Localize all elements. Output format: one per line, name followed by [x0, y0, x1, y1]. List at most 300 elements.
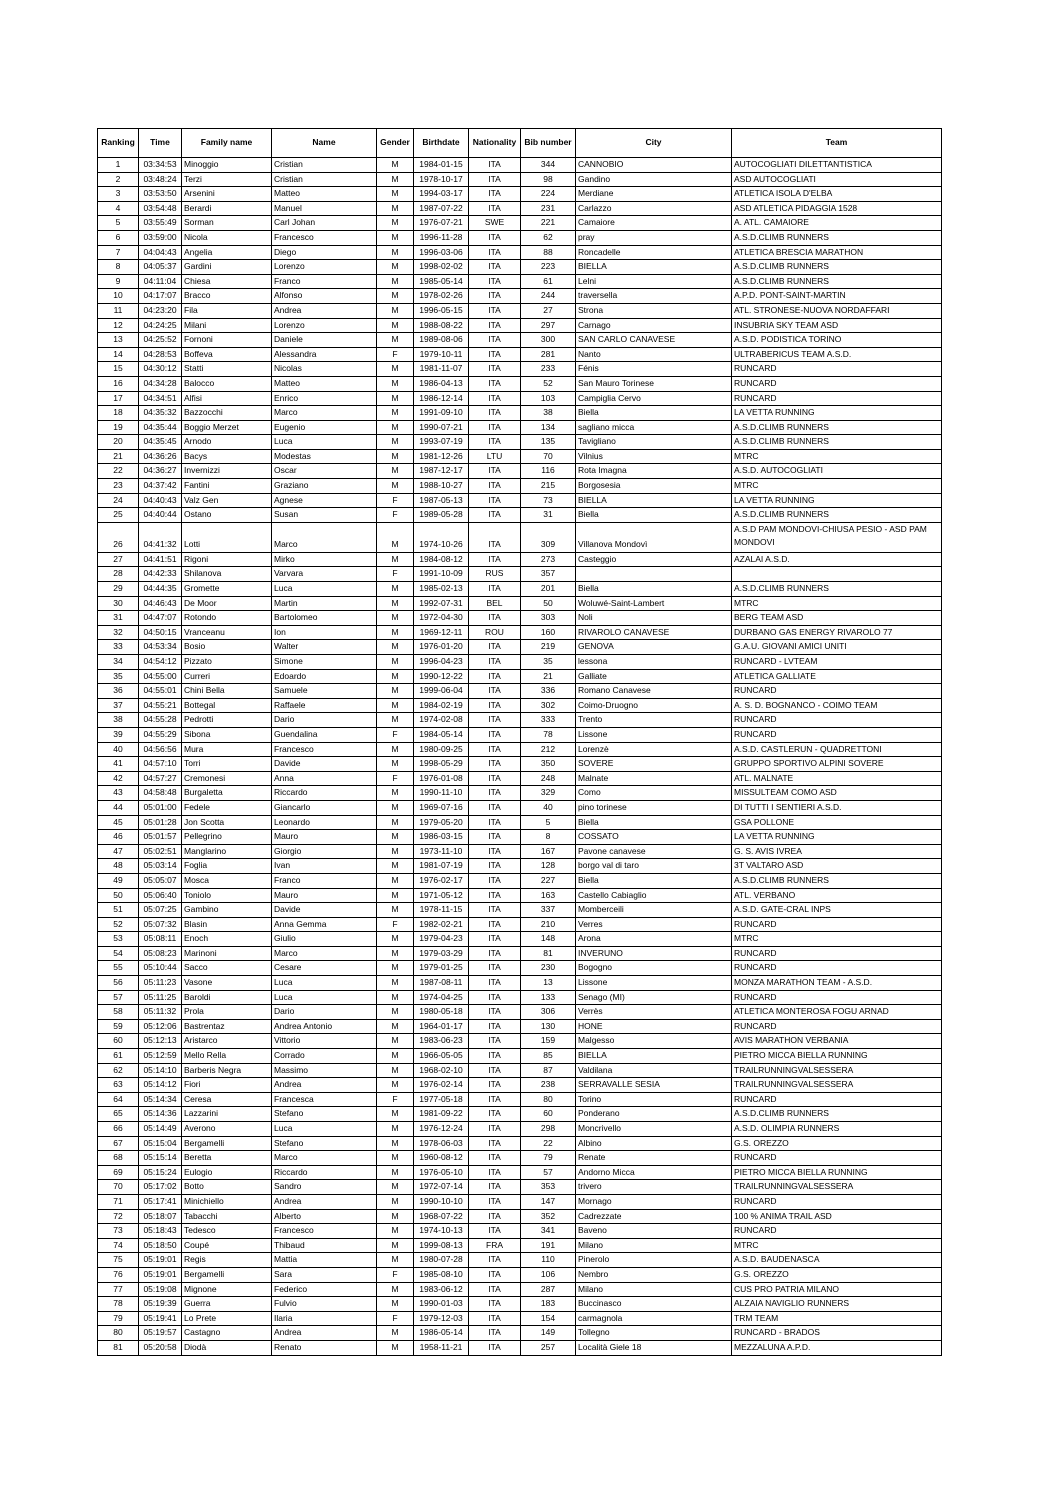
cell-family-name: Fedele — [182, 800, 272, 815]
cell-city: Pavone canavese — [576, 844, 732, 859]
cell-city: COSSATO — [576, 830, 732, 845]
cell-birthdate: 1990-01-03 — [414, 1297, 469, 1312]
cell-ranking: 30 — [98, 596, 139, 611]
cell-gender: M — [377, 655, 414, 670]
cell-name: Andrea — [272, 1326, 377, 1341]
cell-team: ASD ATLETICA PIDAGGIA 1528 — [732, 201, 942, 216]
cell-ranking: 27 — [98, 552, 139, 567]
cell-name: Leonardo — [272, 815, 377, 830]
cell-ranking: 48 — [98, 859, 139, 874]
cell-ranking: 75 — [98, 1253, 139, 1268]
cell-birthdate: 1985-05-14 — [414, 274, 469, 289]
cell-bib-number: 297 — [521, 318, 576, 333]
cell-ranking: 47 — [98, 844, 139, 859]
cell-bib-number: 230 — [521, 961, 576, 976]
cell-nationality: ITA — [469, 391, 521, 406]
cell-ranking: 67 — [98, 1136, 139, 1151]
cell-nationality: ITA — [469, 669, 521, 684]
cell-gender: M — [377, 274, 414, 289]
cell-city: SAN CARLO CANAVESE — [576, 333, 732, 348]
cell-ranking: 36 — [98, 684, 139, 699]
cell-team: RUNCARD — [732, 1151, 942, 1166]
table-row — [98, 1034, 942, 1049]
table-row — [98, 1194, 942, 1209]
table-row — [98, 1049, 942, 1064]
cell-team: A.S.D.CLIMB RUNNERS — [732, 1107, 942, 1122]
table-row — [98, 508, 942, 523]
cell-gender: M — [377, 903, 414, 918]
cell-ranking: 70 — [98, 1180, 139, 1195]
cell-bib-number: 244 — [521, 289, 576, 304]
cell-city: Biella — [576, 873, 732, 888]
cell-name: Marco — [272, 1151, 377, 1166]
cell-birthdate: 1979-12-03 — [414, 1311, 469, 1326]
cell-gender: M — [377, 1209, 414, 1224]
cell-family-name: Shilanova — [182, 567, 272, 582]
cell-gender: M — [377, 435, 414, 450]
cell-birthdate: 1979-03-29 — [414, 946, 469, 961]
cell-gender: M — [377, 1034, 414, 1049]
cell-nationality: ITA — [469, 888, 521, 903]
cell-ranking: 45 — [98, 815, 139, 830]
cell-family-name: Manglarino — [182, 844, 272, 859]
cell-team: RUNCARD — [732, 990, 942, 1005]
cell-bib-number: 110 — [521, 1253, 576, 1268]
table-row — [98, 406, 942, 421]
cell-team: DI TUTTI I SENTIERI A.S.D. — [732, 800, 942, 815]
cell-birthdate: 1987-08-11 — [414, 976, 469, 991]
cell-time: 04:37:42 — [139, 479, 182, 494]
cell-family-name: Vranceanu — [182, 625, 272, 640]
cell-time: 05:01:00 — [139, 800, 182, 815]
cell-gender: M — [377, 1326, 414, 1341]
cell-nationality: ITA — [469, 245, 521, 260]
cell-time: 05:19:08 — [139, 1282, 182, 1297]
cell-time: 05:01:57 — [139, 830, 182, 845]
cell-birthdate: 1991-10-09 — [414, 567, 469, 582]
cell-city: Carnago — [576, 318, 732, 333]
cell-time: 05:19:41 — [139, 1311, 182, 1326]
table-row — [98, 230, 942, 245]
cell-bib-number: 191 — [521, 1238, 576, 1253]
cell-team: A.P.D. PONT-SAINT-MARTIN — [732, 289, 942, 304]
cell-city: Lissone — [576, 727, 732, 742]
cell-city: Borgosesia — [576, 479, 732, 494]
cell-city: Lissone — [576, 976, 732, 991]
cell-time: 03:34:53 — [139, 158, 182, 173]
cell-team: RUNCARD — [732, 917, 942, 932]
cell-gender: M — [377, 333, 414, 348]
cell-team — [732, 567, 942, 582]
cell-nationality: ITA — [469, 260, 521, 275]
cell-time: 04:30:12 — [139, 362, 182, 377]
cell-nationality: ITA — [469, 420, 521, 435]
cell-ranking: 10 — [98, 289, 139, 304]
cell-city: Tavigliano — [576, 435, 732, 450]
cell-team: RUNCARD — [732, 1224, 942, 1239]
cell-family-name: Valz Gen — [182, 493, 272, 508]
cell-family-name: Castagno — [182, 1326, 272, 1341]
cell-name: Cristian — [272, 158, 377, 173]
cell-ranking: 73 — [98, 1224, 139, 1239]
cell-time: 05:11:32 — [139, 1005, 182, 1020]
cell-nationality: SWE — [469, 216, 521, 231]
table-row — [98, 464, 942, 479]
cell-gender: M — [377, 187, 414, 202]
cell-nationality: ITA — [469, 1092, 521, 1107]
cell-name: Davide — [272, 757, 377, 772]
table-row — [98, 611, 942, 626]
cell-birthdate: 1990-10-10 — [414, 1194, 469, 1209]
cell-time: 05:12:59 — [139, 1049, 182, 1064]
cell-bib-number: 273 — [521, 552, 576, 567]
cell-time: 04:28:53 — [139, 347, 182, 362]
cell-family-name: Fornoni — [182, 333, 272, 348]
table-row — [98, 1209, 942, 1224]
cell-name: Alfonso — [272, 289, 377, 304]
cell-family-name: Ostano — [182, 508, 272, 523]
cell-time: 04:24:25 — [139, 318, 182, 333]
cell-team: RUNCARD - LVTEAM — [732, 655, 942, 670]
cell-name: Davide — [272, 903, 377, 918]
cell-nationality: ITA — [469, 961, 521, 976]
cell-family-name: Bacys — [182, 449, 272, 464]
cell-ranking: 56 — [98, 976, 139, 991]
cell-birthdate: 1979-01-25 — [414, 961, 469, 976]
cell-gender: M — [377, 1151, 414, 1166]
cell-name: Alessandra — [272, 347, 377, 362]
cell-team: RUNCARD — [732, 376, 942, 391]
cell-family-name: Mello Rella — [182, 1049, 272, 1064]
cell-birthdate: 1978-11-15 — [414, 903, 469, 918]
cell-name: Alberto — [272, 1209, 377, 1224]
cell-team: MTRC — [732, 932, 942, 947]
cell-bib-number: 303 — [521, 611, 576, 626]
cell-bib-number: 221 — [521, 216, 576, 231]
cell-nationality: ITA — [469, 1049, 521, 1064]
header-gender: Gender — [377, 129, 414, 158]
cell-nationality: ITA — [469, 757, 521, 772]
cell-name: Bartolomeo — [272, 611, 377, 626]
cell-team: MTRC — [732, 479, 942, 494]
cell-time: 04:42:33 — [139, 567, 182, 582]
cell-gender: M — [377, 640, 414, 655]
cell-time: 04:17:07 — [139, 289, 182, 304]
cell-city: Villanova Mondovì — [576, 522, 732, 552]
cell-birthdate: 1981-11-07 — [414, 362, 469, 377]
table-row — [98, 391, 942, 406]
cell-bib-number: 333 — [521, 713, 576, 728]
header-row — [98, 129, 942, 158]
cell-nationality: ITA — [469, 201, 521, 216]
cell-time: 04:55:28 — [139, 713, 182, 728]
table-row — [98, 1165, 942, 1180]
cell-nationality: ITA — [469, 522, 521, 552]
cell-ranking: 28 — [98, 567, 139, 582]
cell-name: Daniele — [272, 333, 377, 348]
cell-name: Cesare — [272, 961, 377, 976]
cell-name: Marco — [272, 406, 377, 421]
cell-team: G.S. OREZZO — [732, 1136, 942, 1151]
cell-gender: M — [377, 172, 414, 187]
cell-bib-number: 98 — [521, 172, 576, 187]
cell-ranking: 31 — [98, 611, 139, 626]
cell-ranking: 68 — [98, 1151, 139, 1166]
cell-name: Ivan — [272, 859, 377, 874]
cell-family-name: Statti — [182, 362, 272, 377]
cell-birthdate: 1974-10-13 — [414, 1224, 469, 1239]
cell-gender: M — [377, 230, 414, 245]
cell-ranking: 24 — [98, 493, 139, 508]
cell-team: A.S.D.CLIMB RUNNERS — [732, 420, 942, 435]
table-row — [98, 684, 942, 699]
cell-nationality: ITA — [469, 771, 521, 786]
cell-ranking: 4 — [98, 201, 139, 216]
cell-family-name: Beretta — [182, 1151, 272, 1166]
cell-bib-number: 231 — [521, 201, 576, 216]
cell-nationality: ITA — [469, 786, 521, 801]
cell-nationality: BEL — [469, 596, 521, 611]
cell-ranking: 52 — [98, 917, 139, 932]
cell-time: 03:48:24 — [139, 172, 182, 187]
cell-city: Milano — [576, 1282, 732, 1297]
cell-gender: M — [377, 844, 414, 859]
cell-team: A.S.D. CASTLERUN - QUADRETTONI — [732, 742, 942, 757]
table-row — [98, 1180, 942, 1195]
table-row — [98, 435, 942, 450]
cell-bib-number: 62 — [521, 230, 576, 245]
cell-nationality: ITA — [469, 303, 521, 318]
table-row — [98, 479, 942, 494]
cell-name: Mauro — [272, 830, 377, 845]
cell-name: Giulio — [272, 932, 377, 947]
cell-name: Giancarlo — [272, 800, 377, 815]
cell-city: Fénis — [576, 362, 732, 377]
table-row — [98, 1340, 942, 1355]
cell-ranking: 23 — [98, 479, 139, 494]
cell-family-name: Bosio — [182, 640, 272, 655]
cell-gender: M — [377, 976, 414, 991]
cell-nationality: ITA — [469, 1063, 521, 1078]
cell-time: 05:10:44 — [139, 961, 182, 976]
cell-bib-number: 212 — [521, 742, 576, 757]
cell-name: Andrea Antonio — [272, 1019, 377, 1034]
cell-name: Marco — [272, 946, 377, 961]
cell-family-name: Baroldi — [182, 990, 272, 1005]
cell-birthdate: 1979-10-11 — [414, 347, 469, 362]
cell-birthdate: 1984-02-19 — [414, 698, 469, 713]
cell-time: 05:02:51 — [139, 844, 182, 859]
cell-nationality: ITA — [469, 1151, 521, 1166]
cell-birthdate: 1989-08-06 — [414, 333, 469, 348]
cell-family-name: Lo Prete — [182, 1311, 272, 1326]
cell-nationality: ITA — [469, 903, 521, 918]
cell-name: Luca — [272, 990, 377, 1005]
cell-name: Riccardo — [272, 786, 377, 801]
cell-bib-number: 215 — [521, 479, 576, 494]
cell-name: Franco — [272, 873, 377, 888]
cell-ranking: 41 — [98, 757, 139, 772]
cell-time: 04:56:56 — [139, 742, 182, 757]
cell-time: 05:18:43 — [139, 1224, 182, 1239]
cell-nationality: RUS — [469, 567, 521, 582]
cell-ranking: 20 — [98, 435, 139, 450]
cell-family-name: Tabacchi — [182, 1209, 272, 1224]
cell-city: Tollegno — [576, 1326, 732, 1341]
cell-nationality: ITA — [469, 990, 521, 1005]
cell-gender: M — [377, 260, 414, 275]
cell-team: BERG TEAM ASD — [732, 611, 942, 626]
cell-family-name: Mosca — [182, 873, 272, 888]
cell-bib-number: 287 — [521, 1282, 576, 1297]
cell-name: Stefano — [272, 1136, 377, 1151]
cell-time: 04:57:27 — [139, 771, 182, 786]
cell-birthdate: 1998-02-02 — [414, 260, 469, 275]
cell-team: TRAILRUNNINGVALSESSERA — [732, 1063, 942, 1078]
cell-gender: M — [377, 830, 414, 845]
cell-name: Samuele — [272, 684, 377, 699]
cell-birthdate: 1996-11-28 — [414, 230, 469, 245]
cell-family-name: Marinoni — [182, 946, 272, 961]
cell-bib-number: 61 — [521, 274, 576, 289]
table-row — [98, 771, 942, 786]
cell-bib-number: 5 — [521, 815, 576, 830]
table-row — [98, 640, 942, 655]
cell-name: Varvara — [272, 567, 377, 582]
cell-ranking: 11 — [98, 303, 139, 318]
cell-family-name: Guerra — [182, 1297, 272, 1312]
cell-nationality: ITA — [469, 1340, 521, 1355]
cell-name: Riccardo — [272, 1165, 377, 1180]
cell-birthdate: 1985-02-13 — [414, 582, 469, 597]
cell-city: Carlazzo — [576, 201, 732, 216]
table-row — [98, 201, 942, 216]
cell-team: LA VETTA RUNNING — [732, 493, 942, 508]
cell-team: TRAILRUNNINGVALSESSERA — [732, 1180, 942, 1195]
cell-city: traversella — [576, 289, 732, 304]
cell-nationality: ITA — [469, 347, 521, 362]
cell-nationality: ITA — [469, 333, 521, 348]
cell-ranking: 72 — [98, 1209, 139, 1224]
cell-time: 04:36:27 — [139, 464, 182, 479]
cell-ranking: 62 — [98, 1063, 139, 1078]
cell-ranking: 1 — [98, 158, 139, 173]
cell-team: MTRC — [732, 1238, 942, 1253]
cell-bib-number: 344 — [521, 158, 576, 173]
cell-ranking: 42 — [98, 771, 139, 786]
cell-ranking: 15 — [98, 362, 139, 377]
cell-ranking: 34 — [98, 655, 139, 670]
cell-ranking: 2 — [98, 172, 139, 187]
cell-nationality: FRA — [469, 1238, 521, 1253]
cell-team: A.S.D.CLIMB RUNNERS — [732, 508, 942, 523]
cell-family-name: Minichiello — [182, 1194, 272, 1209]
cell-nationality: ITA — [469, 1136, 521, 1151]
cell-nationality: ROU — [469, 625, 521, 640]
cell-nationality: ITA — [469, 873, 521, 888]
cell-gender: M — [377, 420, 414, 435]
cell-nationality: ITA — [469, 318, 521, 333]
cell-name: Fulvio — [272, 1297, 377, 1312]
cell-family-name: Bergamelli — [182, 1136, 272, 1151]
cell-nationality: ITA — [469, 376, 521, 391]
table-row — [98, 318, 942, 333]
cell-family-name: Prola — [182, 1005, 272, 1020]
cell-bib-number: 106 — [521, 1267, 576, 1282]
cell-name: Francesca — [272, 1092, 377, 1107]
table-row — [98, 158, 942, 173]
cell-birthdate: 1978-02-26 — [414, 289, 469, 304]
cell-gender: M — [377, 990, 414, 1005]
cell-city: SOVERE — [576, 757, 732, 772]
cell-birthdate: 1969-07-16 — [414, 800, 469, 815]
cell-time: 04:55:21 — [139, 698, 182, 713]
cell-family-name: Terzi — [182, 172, 272, 187]
cell-nationality: ITA — [469, 713, 521, 728]
cell-gender: F — [377, 347, 414, 362]
cell-city: Gandino — [576, 172, 732, 187]
cell-gender: M — [377, 859, 414, 874]
cell-bib-number: 57 — [521, 1165, 576, 1180]
cell-ranking: 25 — [98, 508, 139, 523]
cell-team: A.S.D.CLIMB RUNNERS — [732, 435, 942, 450]
cell-birthdate: 1976-02-14 — [414, 1078, 469, 1093]
cell-gender: M — [377, 245, 414, 260]
cell-team: A.S.D.CLIMB RUNNERS — [732, 230, 942, 245]
cell-city: BIELLA — [576, 1049, 732, 1064]
cell-city: Strona — [576, 303, 732, 318]
cell-family-name: Jon Scotta — [182, 815, 272, 830]
cell-city: Castello Cabiaglio — [576, 888, 732, 903]
cell-ranking: 38 — [98, 713, 139, 728]
cell-ranking: 8 — [98, 260, 139, 275]
cell-time: 05:08:11 — [139, 932, 182, 947]
table-row — [98, 216, 942, 231]
cell-bib-number: 210 — [521, 917, 576, 932]
cell-bib-number: 341 — [521, 1224, 576, 1239]
cell-team: AVIS MARATHON VERBANIA — [732, 1034, 942, 1049]
cell-name: Francesco — [272, 1224, 377, 1239]
cell-gender: M — [377, 449, 414, 464]
cell-team: 3T VALTARO ASD — [732, 859, 942, 874]
cell-name: Oscar — [272, 464, 377, 479]
cell-city: HONE — [576, 1019, 732, 1034]
cell-gender: M — [377, 464, 414, 479]
cell-gender: M — [377, 1063, 414, 1078]
cell-bib-number: 302 — [521, 698, 576, 713]
cell-nationality: ITA — [469, 274, 521, 289]
cell-ranking: 78 — [98, 1297, 139, 1312]
cell-city: Senago (MI) — [576, 990, 732, 1005]
cell-name: Francesco — [272, 230, 377, 245]
cell-birthdate: 1976-02-17 — [414, 873, 469, 888]
table-row — [98, 187, 942, 202]
cell-gender: M — [377, 406, 414, 421]
cell-ranking: 54 — [98, 946, 139, 961]
results-table — [97, 128, 942, 1356]
cell-name: Dario — [272, 1005, 377, 1020]
cell-time: 04:40:43 — [139, 493, 182, 508]
table-row — [98, 552, 942, 567]
cell-family-name: Balocco — [182, 376, 272, 391]
cell-name: Andrea — [272, 1078, 377, 1093]
cell-bib-number: 337 — [521, 903, 576, 918]
table-row — [98, 961, 942, 976]
cell-time: 04:11:04 — [139, 274, 182, 289]
cell-family-name: Bastrentaz — [182, 1019, 272, 1034]
cell-gender: M — [377, 303, 414, 318]
cell-gender: M — [377, 1019, 414, 1034]
